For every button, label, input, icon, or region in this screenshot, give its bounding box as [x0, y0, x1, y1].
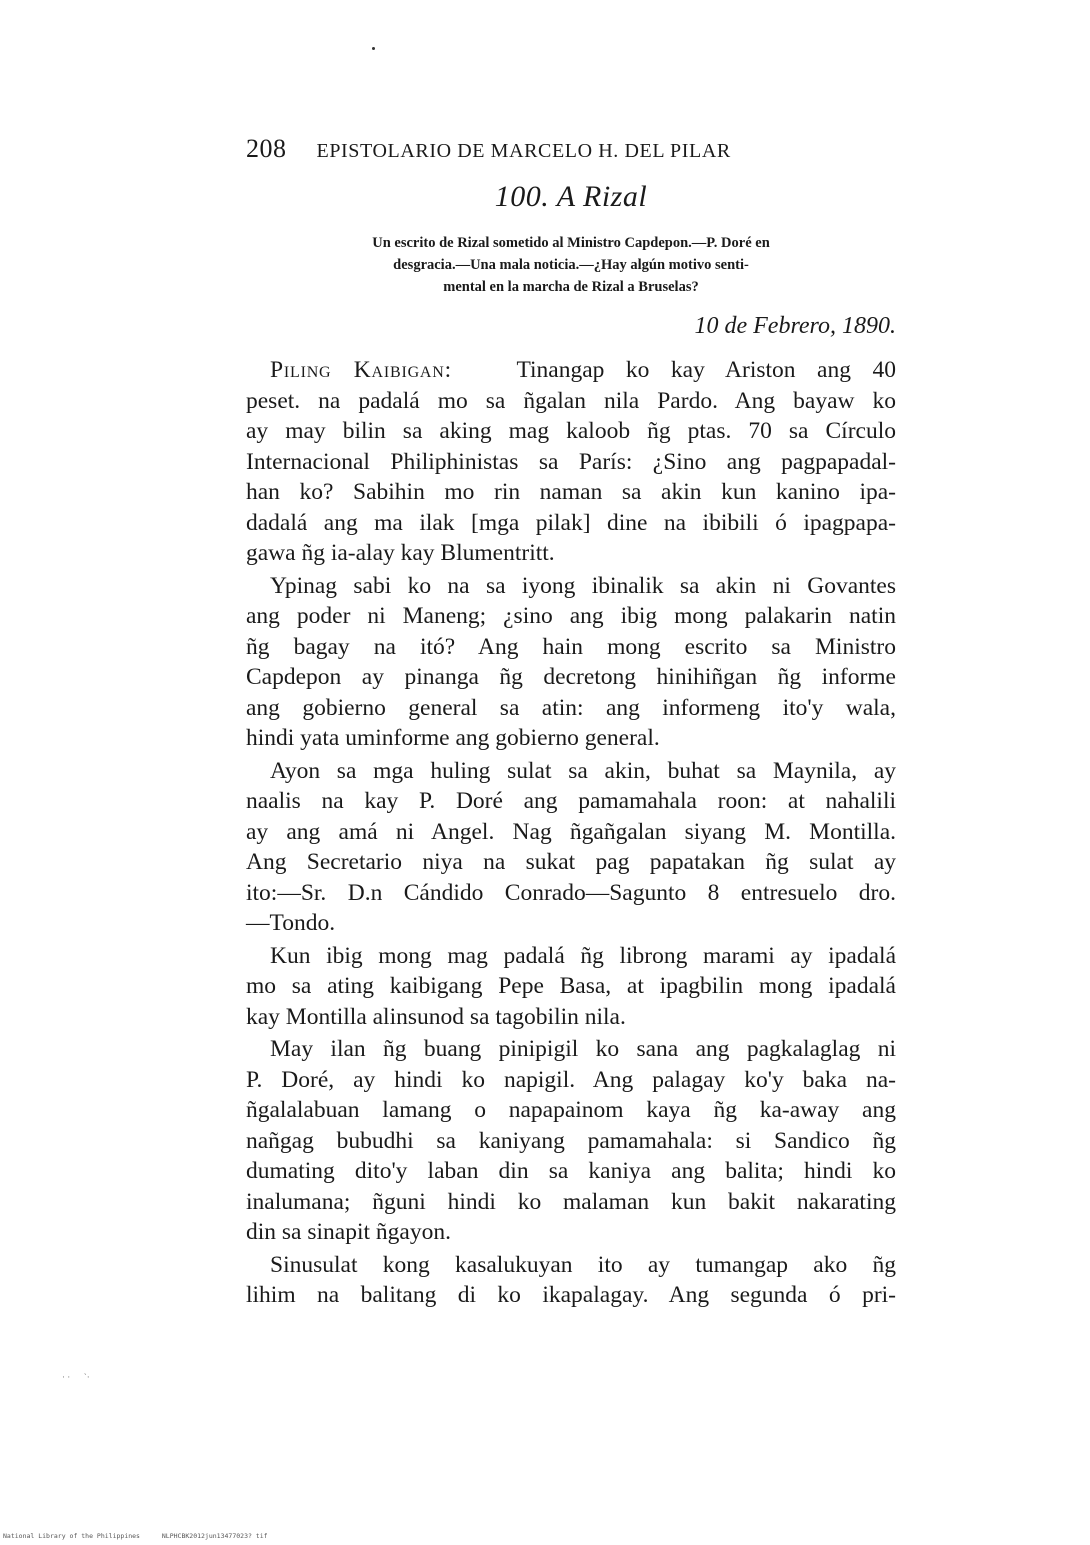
text-line: ñgalalabuan lamang o napapainom kaya ñg ka-away ang [246, 1097, 896, 1123]
paragraph [246, 571, 896, 754]
paragraph [246, 1034, 896, 1248]
text-line: ay ang amá ni Angel. Nag ñgañgalan siyang M. Montilla. [246, 818, 896, 845]
paragraph [246, 1250, 896, 1311]
text-line: naalis na kay P. Doré ang pamamahala roon: at nahalili [246, 788, 896, 814]
text-line: ay may bilin sa aking mag kaloob ñg ptas. 70 sa Círculo [246, 418, 896, 444]
scan-specks: · · `· [62, 1372, 90, 1382]
paragraph [246, 756, 896, 939]
text-line: Capdepon ay pinanga ñg decretong hinihiñgan ñg informe [246, 664, 896, 690]
page-number: 208 [246, 134, 287, 163]
text-line: peset. na padalá mo sa ñgalan nila Pardo. Ang bayaw ko [246, 387, 896, 414]
letter-summary [280, 232, 862, 298]
summary-line: Un escrito de Rizal sometido al Ministro Capdepon.—P. Doré en [372, 235, 770, 251]
text-line: Internacional Philiphinistas sa París: ¿Sino ang pagpapadal- [246, 448, 896, 475]
text-line: lihim na balitang di ko ikapalagay. Ang segunda ó pri- [246, 1282, 896, 1308]
footer-scan-id: NLPHCBK2012jun13477023? tif [161, 1532, 268, 1540]
letter-date: 10 de Febrero, 1890. [694, 313, 896, 339]
page-header [246, 134, 896, 164]
text-line: dumating dito'y laban din sa kaniya ang balita; hindi ko [246, 1158, 896, 1184]
letter-body [246, 355, 896, 1311]
text-line: din sa sinapit ñgayon. [246, 1219, 451, 1245]
text-line: ito:—Sr. D.n Cándido Conrado—Sagunto 8 entresuelo dro. [246, 879, 896, 906]
footer-library: National Library of the Philippines [3, 1532, 140, 1540]
text-line: Piling Kaibigan: Tinangap ko kay Ariston ang 40 [270, 357, 896, 383]
salutation: Piling Kaibigan: [270, 357, 452, 383]
text-line: ang gobierno general sa atin: ang informeng ito'y wala, [246, 694, 896, 721]
scan-footer [3, 1532, 286, 1540]
text-line: dadalá ang ma ilak [mga pilak] dine na ibibili ó ipagpapa- [246, 509, 896, 536]
text-line: inalumana; ñguni hindi ko malaman kun bakit nakarating [246, 1188, 896, 1215]
paragraph [246, 941, 896, 1033]
text-line: ñg bagay na itó? Ang hain mong escrito sa Ministro [246, 633, 896, 660]
text-line: gawa ñg ia-alay kay Blumentritt. [246, 540, 555, 566]
text-line: hindi yata uminforme ang gobierno general. [246, 725, 660, 751]
scan-speck [372, 47, 375, 50]
text-line: Ang Secretario niya na sukat pag papatakan ñg sulat ay [246, 849, 896, 875]
text-line: May ilan ñg buang pinipigil ko sana ang pagkalaglag ni [270, 1036, 896, 1062]
paragraph [246, 355, 896, 569]
text-line: ang poder ni Maneng; ¿sino ang ibig mong palakarin natin [246, 603, 896, 629]
text-line: han ko? Sabihin mo rin naman sa akin kun kanino ipa- [246, 479, 896, 505]
text-line: —Tondo. [246, 910, 336, 936]
summary-line: mental en la marcha de Rizal a Bruselas? [443, 279, 699, 295]
text-line: Kun ibig mong mag padalá ñg librong marami ay ipadalá [270, 942, 896, 969]
text-line: Ypinag sabi ko na sa iyong ibinalik sa akin ni Govantes [270, 572, 896, 599]
running-head: EPISTOLARIO DE MARCELO H. DEL PILAR [316, 140, 731, 162]
text-line: mo sa ating kaibigang Pepe Basa, at ipagbilin mong ipadalá [246, 973, 896, 999]
text-line: Sinusulat kong kasalukuyan ito ay tumangap ako ñg [270, 1251, 896, 1278]
summary-line: desgracia.—Una mala noticia.—¿Hay algún motivo senti- [393, 257, 749, 273]
text-line: Ayon sa mga huling sulat sa akin, buhat sa Maynila, ay [270, 757, 896, 784]
text-line: P. Doré, ay hindi ko napigil. Ang palagay ko'y baka na- [246, 1066, 896, 1093]
text-line: nañgag bubudhi sa kaniyang pamamahala: si Sandico ñg [246, 1127, 896, 1154]
text-line: kay Montilla alinsunod sa tagobilin nila. [246, 1003, 626, 1030]
letter-title: 100. A Rizal [494, 180, 648, 213]
